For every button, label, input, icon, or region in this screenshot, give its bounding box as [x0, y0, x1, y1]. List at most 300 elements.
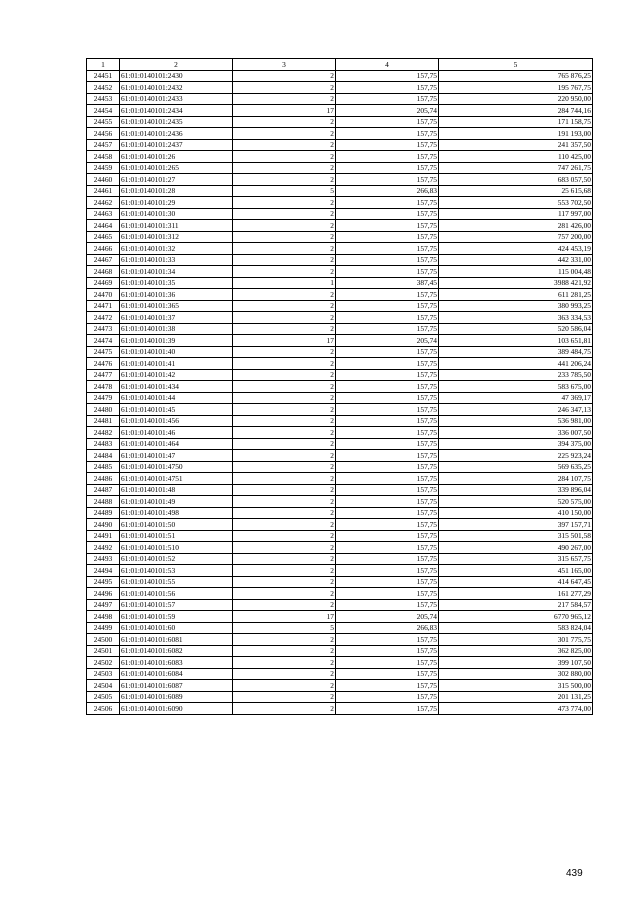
row-number-cell: 24499	[87, 622, 120, 634]
row-number-cell: 24503	[87, 668, 120, 680]
row-number-cell: 24480	[87, 404, 120, 416]
value-cell: 195 767,75	[439, 82, 593, 94]
cadastral-number-cell: 61:01:0140101:32	[120, 243, 233, 255]
cadastral-number-cell: 61:01:0140101:2437	[120, 139, 233, 151]
cadastral-number-cell: 61:01:0140101:48	[120, 484, 233, 496]
row-number-cell: 24459	[87, 162, 120, 174]
row-number-cell: 24476	[87, 358, 120, 370]
value-cell: 103 651,81	[439, 335, 593, 347]
group-cell: 2	[233, 450, 336, 462]
rate-cell: 157,75	[336, 346, 439, 358]
table-row	[87, 151, 593, 163]
table-row	[87, 553, 593, 565]
cadastral-number-cell: 61:01:0140101:2434	[120, 105, 233, 117]
rate-cell: 157,75	[336, 254, 439, 266]
table-row	[87, 599, 593, 611]
value-cell: 302 880,00	[439, 668, 593, 680]
rate-cell: 157,75	[336, 530, 439, 542]
group-cell: 2	[233, 197, 336, 209]
cadastral-number-cell: 61:01:0140101:52	[120, 553, 233, 565]
row-number-cell: 24458	[87, 151, 120, 163]
column-header-3: 3	[233, 59, 336, 71]
rate-cell: 157,75	[336, 128, 439, 140]
rate-cell: 157,75	[336, 438, 439, 450]
table-row	[87, 381, 593, 393]
rate-cell: 157,75	[336, 668, 439, 680]
cadastral-number-cell: 61:01:0140101:42	[120, 369, 233, 381]
rate-cell: 157,75	[336, 634, 439, 646]
rate-cell: 157,75	[336, 289, 439, 301]
table-row	[87, 70, 593, 82]
cadastral-number-cell: 61:01:0140101:59	[120, 611, 233, 623]
cadastral-number-cell: 61:01:0140101:6087	[120, 680, 233, 692]
group-cell: 2	[233, 473, 336, 485]
table-row	[87, 208, 593, 220]
rate-cell: 157,75	[336, 599, 439, 611]
table-row	[87, 634, 593, 646]
group-cell: 2	[233, 461, 336, 473]
rate-cell: 157,75	[336, 220, 439, 232]
cadastral-number-cell: 61:01:0140101:29	[120, 197, 233, 209]
cadastral-number-cell: 61:01:0140101:26	[120, 151, 233, 163]
rate-cell: 205,74	[336, 105, 439, 117]
value-cell: 410 150,00	[439, 507, 593, 519]
table-row	[87, 116, 593, 128]
row-number-cell: 24461	[87, 185, 120, 197]
rate-cell: 157,75	[336, 381, 439, 393]
group-cell: 2	[233, 231, 336, 243]
group-cell: 17	[233, 105, 336, 117]
group-cell: 2	[233, 162, 336, 174]
row-number-cell: 24465	[87, 231, 120, 243]
row-number-cell: 24472	[87, 312, 120, 324]
group-cell: 2	[233, 381, 336, 393]
group-cell: 2	[233, 243, 336, 255]
row-number-cell: 24485	[87, 461, 120, 473]
group-cell: 2	[233, 576, 336, 588]
value-cell: 315 501,58	[439, 530, 593, 542]
cadastral-number-cell: 61:01:0140101:464	[120, 438, 233, 450]
cadastral-number-cell: 61:01:0140101:45	[120, 404, 233, 416]
cadastral-number-cell: 61:01:0140101:40	[120, 346, 233, 358]
table-row	[87, 392, 593, 404]
rate-cell: 157,75	[336, 139, 439, 151]
row-number-cell: 24478	[87, 381, 120, 393]
table-row	[87, 611, 593, 623]
row-number-cell: 24488	[87, 496, 120, 508]
rate-cell: 157,75	[336, 197, 439, 209]
row-number-cell: 24468	[87, 266, 120, 278]
value-cell: 191 193,00	[439, 128, 593, 140]
value-cell: 362 825,00	[439, 645, 593, 657]
row-number-cell: 24486	[87, 473, 120, 485]
row-number-cell: 24456	[87, 128, 120, 140]
group-cell: 2	[233, 369, 336, 381]
cadastral-number-cell: 61:01:0140101:498	[120, 507, 233, 519]
group-cell: 2	[233, 174, 336, 186]
row-number-cell: 24502	[87, 657, 120, 669]
group-cell: 2	[233, 220, 336, 232]
group-cell: 2	[233, 128, 336, 140]
table-row	[87, 197, 593, 209]
value-cell: 336 007,50	[439, 427, 593, 439]
value-cell: 490 267,00	[439, 542, 593, 554]
table-row	[87, 645, 593, 657]
value-cell: 583 675,00	[439, 381, 593, 393]
rate-cell: 157,75	[336, 300, 439, 312]
rate-cell: 266,83	[336, 622, 439, 634]
row-number-cell: 24505	[87, 691, 120, 703]
group-cell: 2	[233, 82, 336, 94]
value-cell: 765 876,25	[439, 70, 593, 82]
value-cell: 747 261,75	[439, 162, 593, 174]
group-cell: 2	[233, 266, 336, 278]
table-row	[87, 139, 593, 151]
group-cell: 2	[233, 151, 336, 163]
table-row	[87, 680, 593, 692]
row-number-cell: 24479	[87, 392, 120, 404]
group-cell: 2	[233, 312, 336, 324]
value-cell: 284 744,16	[439, 105, 593, 117]
value-cell: 397 157,71	[439, 519, 593, 531]
group-cell: 2	[233, 565, 336, 577]
group-cell: 1	[233, 277, 336, 289]
value-cell: 117 997,00	[439, 208, 593, 220]
group-cell: 2	[233, 530, 336, 542]
cadastral-number-cell: 61:01:0140101:33	[120, 254, 233, 266]
group-cell: 2	[233, 703, 336, 715]
rate-cell: 157,75	[336, 116, 439, 128]
cadastral-number-cell: 61:01:0140101:434	[120, 381, 233, 393]
cadastral-number-cell: 61:01:0140101:6090	[120, 703, 233, 715]
cadastral-number-cell: 61:01:0140101:39	[120, 335, 233, 347]
group-cell: 2	[233, 93, 336, 105]
table-row	[87, 507, 593, 519]
table-row	[87, 473, 593, 485]
cadastral-number-cell: 61:01:0140101:6081	[120, 634, 233, 646]
cadastral-number-cell: 61:01:0140101:4750	[120, 461, 233, 473]
group-cell: 2	[233, 507, 336, 519]
table-row	[87, 231, 593, 243]
row-number-cell: 24470	[87, 289, 120, 301]
value-cell: 246 347,13	[439, 404, 593, 416]
rate-cell: 205,74	[336, 335, 439, 347]
group-cell: 2	[233, 496, 336, 508]
table-row	[87, 461, 593, 473]
value-cell: 115 004,48	[439, 266, 593, 278]
value-cell: 683 057,50	[439, 174, 593, 186]
row-number-cell: 24501	[87, 645, 120, 657]
cadastral-number-cell: 61:01:0140101:4751	[120, 473, 233, 485]
cadastral-number-cell: 61:01:0140101:41	[120, 358, 233, 370]
row-number-cell: 24463	[87, 208, 120, 220]
row-number-cell: 24487	[87, 484, 120, 496]
value-cell: 611 281,25	[439, 289, 593, 301]
row-number-cell: 24474	[87, 335, 120, 347]
rate-cell: 157,75	[336, 703, 439, 715]
group-cell: 2	[233, 680, 336, 692]
value-cell: 6770 965,12	[439, 611, 593, 623]
rate-cell: 157,75	[336, 358, 439, 370]
cadastral-number-cell: 61:01:0140101:34	[120, 266, 233, 278]
cadastral-number-cell: 61:01:0140101:312	[120, 231, 233, 243]
table-row	[87, 82, 593, 94]
column-header-2: 2	[120, 59, 233, 71]
value-cell: 241 357,50	[439, 139, 593, 151]
value-cell: 3988 421,92	[439, 277, 593, 289]
row-number-cell: 24452	[87, 82, 120, 94]
table-row	[87, 93, 593, 105]
cadastral-number-cell: 61:01:0140101:50	[120, 519, 233, 531]
rate-cell: 157,75	[336, 404, 439, 416]
table-body	[87, 70, 593, 714]
rate-cell: 157,75	[336, 657, 439, 669]
row-number-cell: 24467	[87, 254, 120, 266]
column-header-5: 5	[439, 59, 593, 71]
row-number-cell: 24466	[87, 243, 120, 255]
table-row	[87, 220, 593, 232]
table-row	[87, 484, 593, 496]
row-number-cell: 24455	[87, 116, 120, 128]
value-cell: 201 131,25	[439, 691, 593, 703]
column-header-1: 1	[87, 59, 120, 71]
group-cell: 2	[233, 346, 336, 358]
group-cell: 2	[233, 116, 336, 128]
rate-cell: 157,75	[336, 93, 439, 105]
group-cell: 2	[233, 289, 336, 301]
rate-cell: 157,75	[336, 553, 439, 565]
value-cell: 281 426,00	[439, 220, 593, 232]
group-cell: 2	[233, 427, 336, 439]
row-number-cell: 24504	[87, 680, 120, 692]
group-cell: 2	[233, 645, 336, 657]
row-number-cell: 24457	[87, 139, 120, 151]
group-cell: 2	[233, 599, 336, 611]
value-cell: 389 484,75	[439, 346, 593, 358]
cadastral-number-cell: 61:01:0140101:56	[120, 588, 233, 600]
group-cell: 5	[233, 622, 336, 634]
cadastral-number-cell: 61:01:0140101:36	[120, 289, 233, 301]
row-number-cell: 24500	[87, 634, 120, 646]
table-row	[87, 404, 593, 416]
cadastral-number-cell: 61:01:0140101:6082	[120, 645, 233, 657]
rate-cell: 387,45	[336, 277, 439, 289]
table-row	[87, 162, 593, 174]
table-row	[87, 668, 593, 680]
cadastral-number-cell: 61:01:0140101:46	[120, 427, 233, 439]
group-cell: 5	[233, 185, 336, 197]
value-cell: 394 375,00	[439, 438, 593, 450]
value-cell: 520 575,00	[439, 496, 593, 508]
cadastral-number-cell: 61:01:0140101:30	[120, 208, 233, 220]
rate-cell: 157,75	[336, 461, 439, 473]
value-cell: 301 775,75	[439, 634, 593, 646]
cadastral-number-cell: 61:01:0140101:51	[120, 530, 233, 542]
cadastral-number-cell: 61:01:0140101:2435	[120, 116, 233, 128]
value-cell: 363 334,53	[439, 312, 593, 324]
table-row	[87, 530, 593, 542]
row-number-cell: 24454	[87, 105, 120, 117]
row-number-cell: 24498	[87, 611, 120, 623]
group-cell: 2	[233, 358, 336, 370]
group-cell: 2	[233, 588, 336, 600]
row-number-cell: 24489	[87, 507, 120, 519]
group-cell: 2	[233, 139, 336, 151]
cadastral-number-cell: 61:01:0140101:265	[120, 162, 233, 174]
value-cell: 315 657,75	[439, 553, 593, 565]
page-number: 439	[566, 868, 583, 879]
value-cell: 569 635,25	[439, 461, 593, 473]
cadastral-number-cell: 61:01:0140101:510	[120, 542, 233, 554]
table-row	[87, 105, 593, 117]
value-cell: 110 425,00	[439, 151, 593, 163]
value-cell: 233 785,50	[439, 369, 593, 381]
value-cell: 424 453,19	[439, 243, 593, 255]
group-cell: 2	[233, 300, 336, 312]
row-number-cell: 24491	[87, 530, 120, 542]
table-row	[87, 691, 593, 703]
table-row	[87, 243, 593, 255]
rate-cell: 157,75	[336, 231, 439, 243]
rate-cell: 157,75	[336, 208, 439, 220]
table-row	[87, 358, 593, 370]
value-cell: 225 923,24	[439, 450, 593, 462]
row-number-cell: 24496	[87, 588, 120, 600]
group-cell: 2	[233, 404, 336, 416]
value-cell: 161 277,29	[439, 588, 593, 600]
row-number-cell: 24471	[87, 300, 120, 312]
cadastral-number-cell: 61:01:0140101:53	[120, 565, 233, 577]
group-cell: 2	[233, 657, 336, 669]
row-number-cell: 24506	[87, 703, 120, 715]
table-row	[87, 369, 593, 381]
row-number-cell: 24495	[87, 576, 120, 588]
group-cell: 2	[233, 542, 336, 554]
group-cell: 17	[233, 611, 336, 623]
rate-cell: 157,75	[336, 392, 439, 404]
rate-cell: 205,74	[336, 611, 439, 623]
rate-cell: 157,75	[336, 691, 439, 703]
table-row	[87, 565, 593, 577]
value-cell: 473 774,00	[439, 703, 593, 715]
row-number-cell: 24483	[87, 438, 120, 450]
row-number-cell: 24494	[87, 565, 120, 577]
table-row	[87, 323, 593, 335]
cadastral-number-cell: 61:01:0140101:49	[120, 496, 233, 508]
row-number-cell: 24460	[87, 174, 120, 186]
cadastral-number-cell: 61:01:0140101:35	[120, 277, 233, 289]
rate-cell: 157,75	[336, 496, 439, 508]
group-cell: 2	[233, 484, 336, 496]
rate-cell: 157,75	[336, 151, 439, 163]
row-number-cell: 24462	[87, 197, 120, 209]
rate-cell: 157,75	[336, 162, 439, 174]
table-row	[87, 312, 593, 324]
group-cell: 2	[233, 208, 336, 220]
cadastral-number-cell: 61:01:0140101:6084	[120, 668, 233, 680]
value-cell: 315 500,00	[439, 680, 593, 692]
table-row	[87, 277, 593, 289]
group-cell: 2	[233, 254, 336, 266]
value-cell: 583 824,04	[439, 622, 593, 634]
table-row	[87, 496, 593, 508]
cadastral-number-cell: 61:01:0140101:28	[120, 185, 233, 197]
table-row	[87, 438, 593, 450]
row-number-cell: 24475	[87, 346, 120, 358]
table-row	[87, 174, 593, 186]
group-cell: 2	[233, 323, 336, 335]
rate-cell: 157,75	[336, 243, 439, 255]
cadastral-number-cell: 61:01:0140101:57	[120, 599, 233, 611]
header-row	[87, 59, 593, 71]
rate-cell: 157,75	[336, 450, 439, 462]
rate-cell: 157,75	[336, 415, 439, 427]
group-cell: 2	[233, 438, 336, 450]
rate-cell: 157,75	[336, 565, 439, 577]
cadastral-number-cell: 61:01:0140101:6083	[120, 657, 233, 669]
table-row	[87, 185, 593, 197]
row-number-cell: 24481	[87, 415, 120, 427]
table-row	[87, 703, 593, 715]
rate-cell: 157,75	[336, 484, 439, 496]
group-cell: 2	[233, 415, 336, 427]
table-row	[87, 450, 593, 462]
table-row	[87, 289, 593, 301]
value-cell: 380 993,25	[439, 300, 593, 312]
cadastral-number-cell: 61:01:0140101:2432	[120, 82, 233, 94]
table-row	[87, 128, 593, 140]
value-cell: 284 107,75	[439, 473, 593, 485]
value-cell: 553 702,50	[439, 197, 593, 209]
rate-cell: 157,75	[336, 588, 439, 600]
table-row	[87, 542, 593, 554]
value-cell: 339 896,04	[439, 484, 593, 496]
cadastral-number-cell: 61:01:0140101:6089	[120, 691, 233, 703]
rate-cell: 157,75	[336, 82, 439, 94]
table-row	[87, 622, 593, 634]
row-number-cell: 24473	[87, 323, 120, 335]
column-header-4: 4	[336, 59, 439, 71]
row-number-cell: 24482	[87, 427, 120, 439]
cadastral-number-cell: 61:01:0140101:60	[120, 622, 233, 634]
table-row	[87, 300, 593, 312]
cadastral-number-cell: 61:01:0140101:55	[120, 576, 233, 588]
rate-cell: 157,75	[336, 519, 439, 531]
group-cell: 2	[233, 519, 336, 531]
rate-cell: 157,75	[336, 576, 439, 588]
rate-cell: 157,75	[336, 323, 439, 335]
table-row	[87, 588, 593, 600]
cadastral-number-cell: 61:01:0140101:311	[120, 220, 233, 232]
register-table	[86, 58, 593, 715]
table-row	[87, 576, 593, 588]
value-cell: 536 981,00	[439, 415, 593, 427]
cadastral-number-cell: 61:01:0140101:38	[120, 323, 233, 335]
value-cell: 442 331,00	[439, 254, 593, 266]
table-row	[87, 254, 593, 266]
value-cell: 520 586,04	[439, 323, 593, 335]
rate-cell: 266,83	[336, 185, 439, 197]
value-cell: 25 615,68	[439, 185, 593, 197]
table-row	[87, 519, 593, 531]
rate-cell: 157,75	[336, 312, 439, 324]
group-cell: 2	[233, 634, 336, 646]
row-number-cell: 24484	[87, 450, 120, 462]
row-number-cell: 24477	[87, 369, 120, 381]
row-number-cell: 24490	[87, 519, 120, 531]
value-cell: 399 107,50	[439, 657, 593, 669]
group-cell: 2	[233, 553, 336, 565]
